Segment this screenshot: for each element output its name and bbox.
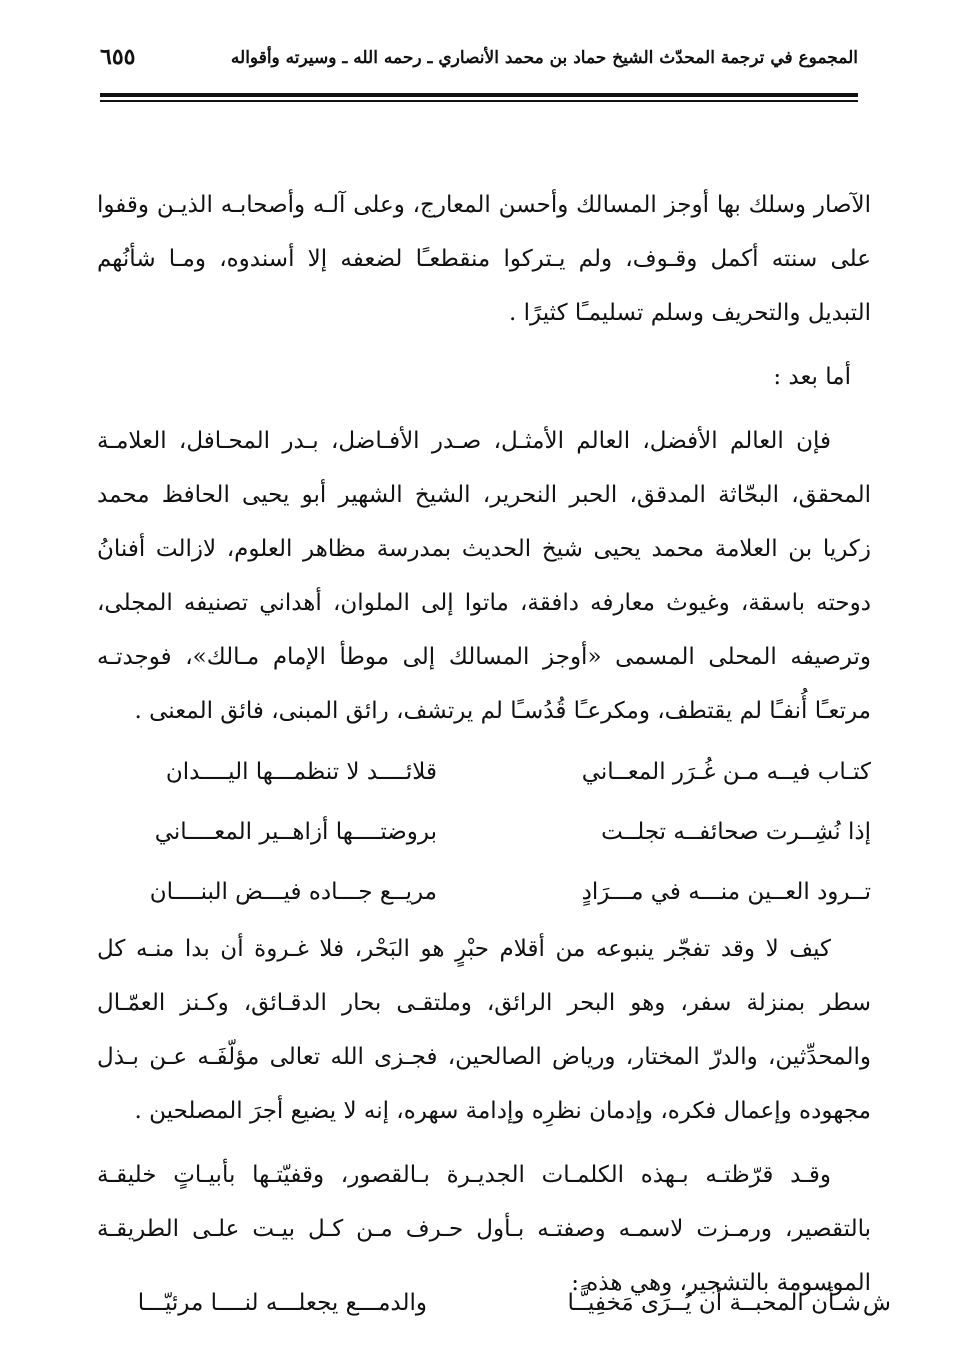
paragraph-amma-bad: أما بعد :: [773, 364, 851, 390]
verse-line: [97, 802, 871, 862]
header-title: المجموع في ترجمة المحدّث الشيخ حماد بن محمد الأنصاري ـ رحمه الله ـ وسيرته وأقواله: [230, 48, 858, 68]
verse-hemistich-second: قلائــــد لا تنظمـــها اليــــدان: [165, 759, 437, 785]
paragraph-opening: الآصار وسلك بها أوجز المسالك وأحسن المعارج، وعلى آلـه وأصحابـه الذيـن وقفوا على سنته أكمل وقـوف، ولم يـتركوا منقطعـًا لضعفه إلا أسندوه، ومـا شأنُهم التبديل والتحريف وسلم تسليمـًا كثيرًا .: [97, 192, 871, 326]
header-rule-thick: [100, 93, 858, 97]
paragraph-praise: كيف لا وقد تفجّر ينبوعه من أقلام حبْرٍ هو البَحْر، فلا غـروة أن بدا منـه كل سطر بمنزلة سفر، وهو البحر الرائق، وملتقـى بحار الدقـائق، وكـنز العمّـال والمحدِّثين، والدرّ المختار، ورياض الصالحين، فجـزى الله تعالى مؤلّفَـه عـن بـذل مجهوده وإعمال فكره، وإدمان نظرِه وإدامة سهره، إنه لا يضيع أجرَ المصلحين .: [97, 936, 871, 1124]
verse-hemistich-first: إذا نُشِــرت صحائفــه تجلــت: [601, 819, 871, 845]
paragraph-dedication: فإن العالم الأفضل، العالم الأمثـل، صـدر الأفـاضل، بـدر المحـافل، العلامـة المحقق، البحّاثة المدقق، الحبر النحرير، الشيخ الشهير أبو يحيى الحافظ محمد زكريا بن العلامة محمد يحيى شيخ الحديث بمدرسة مظاهر العلوم، لازالت أفنانُ دوحته باسقة، وغيوث معارفه دافقة، ماتوا إلى الملوان، أهداني تصنيفه المجلى، وترصيفه المحلى المسمى «أوجز المسالك إلى موطأ الإمام مـالك»، فوجدتـه مرتعـًا أُنفـًا لم يقتطف، ومكرعـًا قُدُسـًا لم يرتشف، رائق المبنى، فائق المعنى .: [97, 428, 871, 724]
verse-line: [97, 742, 871, 802]
running-header: [100, 40, 858, 80]
verse-line: [97, 862, 871, 922]
verse-hemistich-first: كتـاب فيــه مـن غُـرَر المعــاني: [581, 759, 871, 785]
paragraph-taqriz: وقـد قرّظتـه بـهذه الكلمـات الجديـرة بـالقصور، وقفيّتـها بأبيـاتٍ خليقـة بالتقصير، ورمـزت لاسمـه وصفتـه بـأول حـرف مـن كـل بيـت علـى الطريقـة الموسومة بالتشجير، وهي هذه :: [97, 1162, 871, 1296]
page-body: [97, 178, 871, 1310]
verse-hemistich-second: مريــع جـــاده فيـــض البنــــان: [149, 879, 437, 905]
acrostic-verse-line: [97, 1278, 891, 1328]
verse-hemistich-second: والدمـــع يجعلـــه لنــــا مرئيّـــا: [137, 1290, 427, 1316]
header-rule-thin: [100, 100, 858, 102]
poem-block: [97, 742, 871, 922]
verse-hemistich-first: شـأن المحبــة أن يُــرَى مَخفِيـًّـا: [567, 1290, 861, 1316]
page-number: ٦٥٥: [100, 44, 136, 70]
acrostic-letter: ش: [862, 1290, 891, 1316]
verse-hemistich-first: تــرود العــين منـــه في مـــرَادٍ: [581, 879, 871, 905]
verse-hemistich-second: بروضتــــها أزاهــير المعــــاني: [154, 819, 437, 845]
